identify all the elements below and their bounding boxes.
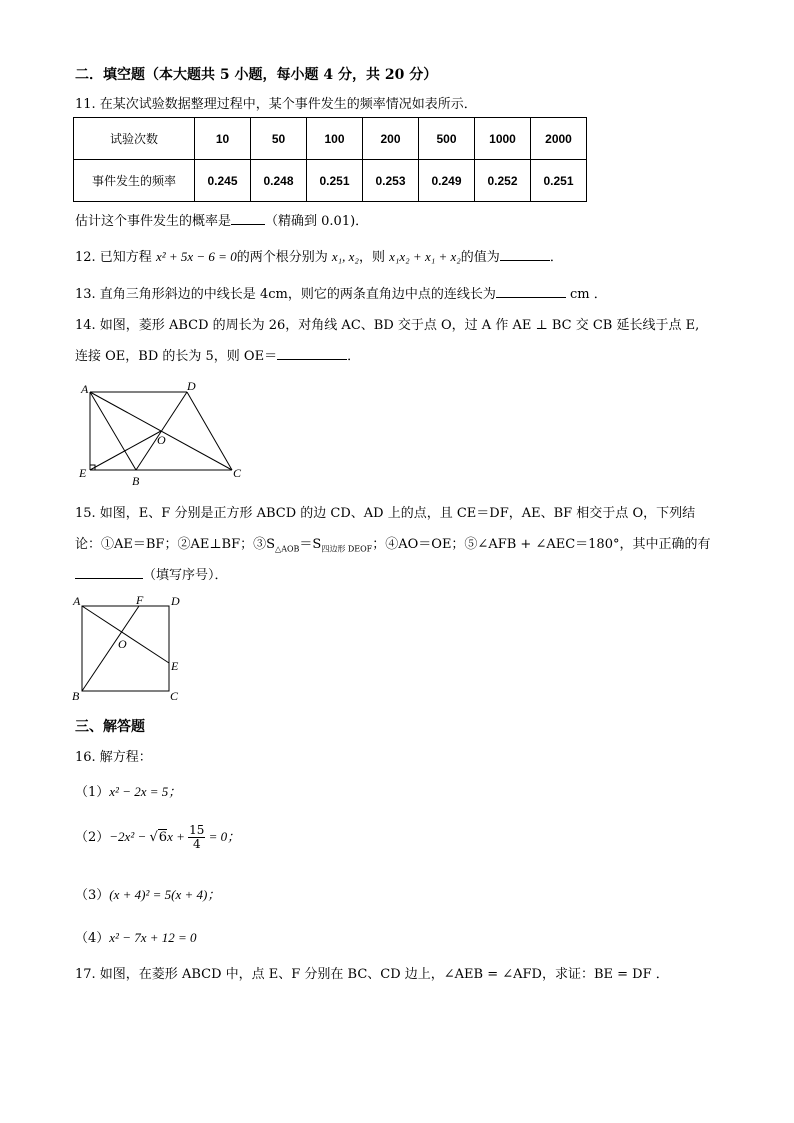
segment-bf bbox=[82, 606, 139, 691]
label-a: A bbox=[73, 594, 81, 608]
q14-part: 连接 OE，BD 的长为 5，则 OE＝ bbox=[75, 349, 278, 364]
table-cell: 0.253 bbox=[363, 160, 419, 202]
q16-eq-number: （4） bbox=[75, 931, 110, 946]
label-b: B bbox=[132, 474, 140, 488]
q12-text bbox=[75, 246, 563, 265]
q16-eq2: （2）−2x² − √6x + $\frac{15}{4}$ = 0； bbox=[75, 823, 241, 851]
q12-part: ，则 bbox=[358, 250, 390, 265]
q16-equation: x² − 7x + 12 = 0 bbox=[109, 930, 197, 945]
segment-dc bbox=[187, 392, 232, 470]
q12-equation: x² + 5x − 6 = 0 bbox=[155, 249, 237, 264]
table-cell: 0.251 bbox=[307, 160, 363, 202]
table-cell: 10 bbox=[195, 118, 251, 160]
q15-subscript: 四边形 DEOF bbox=[321, 544, 373, 554]
frequency-table bbox=[73, 117, 587, 202]
label-a: A bbox=[81, 382, 89, 396]
square-figure bbox=[70, 592, 190, 707]
q12-part: 的两个根分别为 bbox=[236, 250, 332, 265]
table-cell: 100 bbox=[307, 118, 363, 160]
q11-prompt: 估计这个事件发生的概率是 bbox=[75, 214, 232, 229]
label-d: D bbox=[171, 594, 180, 608]
label-b: B bbox=[72, 689, 80, 703]
section-solve-title: 三、解答题 bbox=[75, 719, 145, 735]
q12-part: 12. 已知方程 bbox=[75, 250, 156, 265]
table-cell: 1000 bbox=[475, 118, 531, 160]
rhombus-figure bbox=[70, 378, 255, 488]
q13-part: 13. 直角三角形斜边的中线长是 4cm，则它的两条直角边中点的连线长为 bbox=[75, 287, 496, 302]
q15-subscript: △AOB bbox=[275, 544, 300, 554]
q16-eq3 bbox=[75, 884, 220, 903]
q15-line3 bbox=[75, 564, 228, 583]
table-cell: 500 bbox=[419, 118, 475, 160]
table-cell: 2000 bbox=[531, 118, 587, 160]
q11-answer-line bbox=[75, 210, 368, 229]
label-d: D bbox=[187, 379, 196, 393]
table-cell: 0.252 bbox=[475, 160, 531, 202]
q15-part: ＝S bbox=[299, 537, 322, 552]
q12-expression: x₁x₂ + x₁ + x₂ bbox=[389, 249, 461, 264]
q15-part: ；④AO＝OE；⑤∠AFB + ∠AEC＝180°，其中正确的有 bbox=[372, 537, 711, 552]
segment-ab bbox=[90, 392, 136, 470]
q14-end: ． bbox=[347, 349, 361, 364]
q16-eq1 bbox=[75, 781, 181, 800]
q12-roots: x₁, x₂ bbox=[331, 249, 359, 264]
section-fill-blank-title: 二．填空题（本大题共 5 小题，每小题 4 分，共 20 分） bbox=[75, 67, 438, 83]
q15-line2 bbox=[75, 533, 710, 555]
q12-part: 的值为 bbox=[460, 250, 500, 265]
answer-blank[interactable] bbox=[75, 566, 143, 579]
q13-text bbox=[75, 283, 607, 302]
answer-blank[interactable] bbox=[500, 248, 550, 261]
q16-eq-number: （3） bbox=[75, 888, 110, 903]
table-cell: 0.248 bbox=[251, 160, 307, 202]
q16-eq-number: （2） bbox=[75, 830, 110, 845]
table-row-label: 试验次数 bbox=[74, 118, 195, 160]
diagonal-bd bbox=[136, 392, 187, 470]
q14-line2 bbox=[75, 345, 360, 364]
table-row bbox=[74, 160, 587, 202]
q16-equation-part: −2x² − bbox=[109, 829, 150, 844]
q16-title: 16. 解方程： bbox=[75, 750, 152, 765]
q16-equation: (x + 4)² = 5(x + 4)； bbox=[109, 887, 221, 902]
table-cell: 0.249 bbox=[419, 160, 475, 202]
fraction-denominator: 4 bbox=[192, 837, 201, 851]
answer-blank[interactable] bbox=[496, 285, 566, 298]
q11-precision-note: （精确到 0.01)． bbox=[265, 214, 369, 229]
q16-eq4 bbox=[75, 927, 197, 946]
label-o: O bbox=[157, 433, 166, 447]
q15-part: 论：①AE＝BF；②AE⊥BF；③S bbox=[75, 537, 276, 552]
q12-end: ． bbox=[549, 250, 563, 265]
table-row-label: 事件发生的频率 bbox=[74, 160, 195, 202]
segment-oe bbox=[90, 431, 161, 470]
q16-eq-number: （1） bbox=[75, 785, 110, 800]
answer-blank[interactable] bbox=[231, 212, 265, 225]
table-cell: 50 bbox=[251, 118, 307, 160]
q16-equation-part: = 0； bbox=[205, 829, 241, 844]
label-c: C bbox=[170, 689, 179, 703]
q17-text: 17. 如图，在菱形 ABCD 中，点 E、F 分别在 BC、CD 边上，∠AEB = ∠AFD，求证：BE = DF ． bbox=[75, 967, 669, 982]
q15-part: （填写序号）． bbox=[143, 568, 228, 583]
q14-line1: 14. 如图，菱形 ABCD 的周长为 26，对角线 AC、BD 交于点 O，过 A 作 AE ⊥ BC 交 CB 延长线于点 E, bbox=[75, 318, 700, 333]
table-row bbox=[74, 118, 587, 160]
table-cell: 0.245 bbox=[195, 160, 251, 202]
fraction-numerator: 15 bbox=[189, 823, 205, 837]
label-o: O bbox=[118, 637, 127, 651]
label-c: C bbox=[233, 466, 242, 480]
table-cell: 0.251 bbox=[531, 160, 587, 202]
table-cell: 200 bbox=[363, 118, 419, 160]
q16-fraction bbox=[188, 824, 205, 851]
label-f: F bbox=[136, 593, 144, 607]
q13-unit: cm ． bbox=[565, 287, 607, 302]
segment-ae bbox=[82, 606, 169, 663]
q15-line1: 15. 如图，E、F 分别是正方形 ABCD 的边 CD、AD 上的点，且 CE＝DF，AE、BF 相交于点 O，下列结 bbox=[75, 506, 696, 521]
label-e: E bbox=[79, 466, 87, 480]
q11-text: 11. 在某次试验数据整理过程中，某个事件发生的频率情况如表所示． bbox=[75, 97, 477, 112]
q16-sqrt-value: 6 bbox=[158, 830, 168, 845]
label-e: E bbox=[171, 659, 179, 673]
answer-blank[interactable] bbox=[277, 347, 347, 360]
q16-equation: x² − 2x = 5； bbox=[109, 784, 182, 799]
q16-equation-part: x + bbox=[167, 829, 189, 844]
